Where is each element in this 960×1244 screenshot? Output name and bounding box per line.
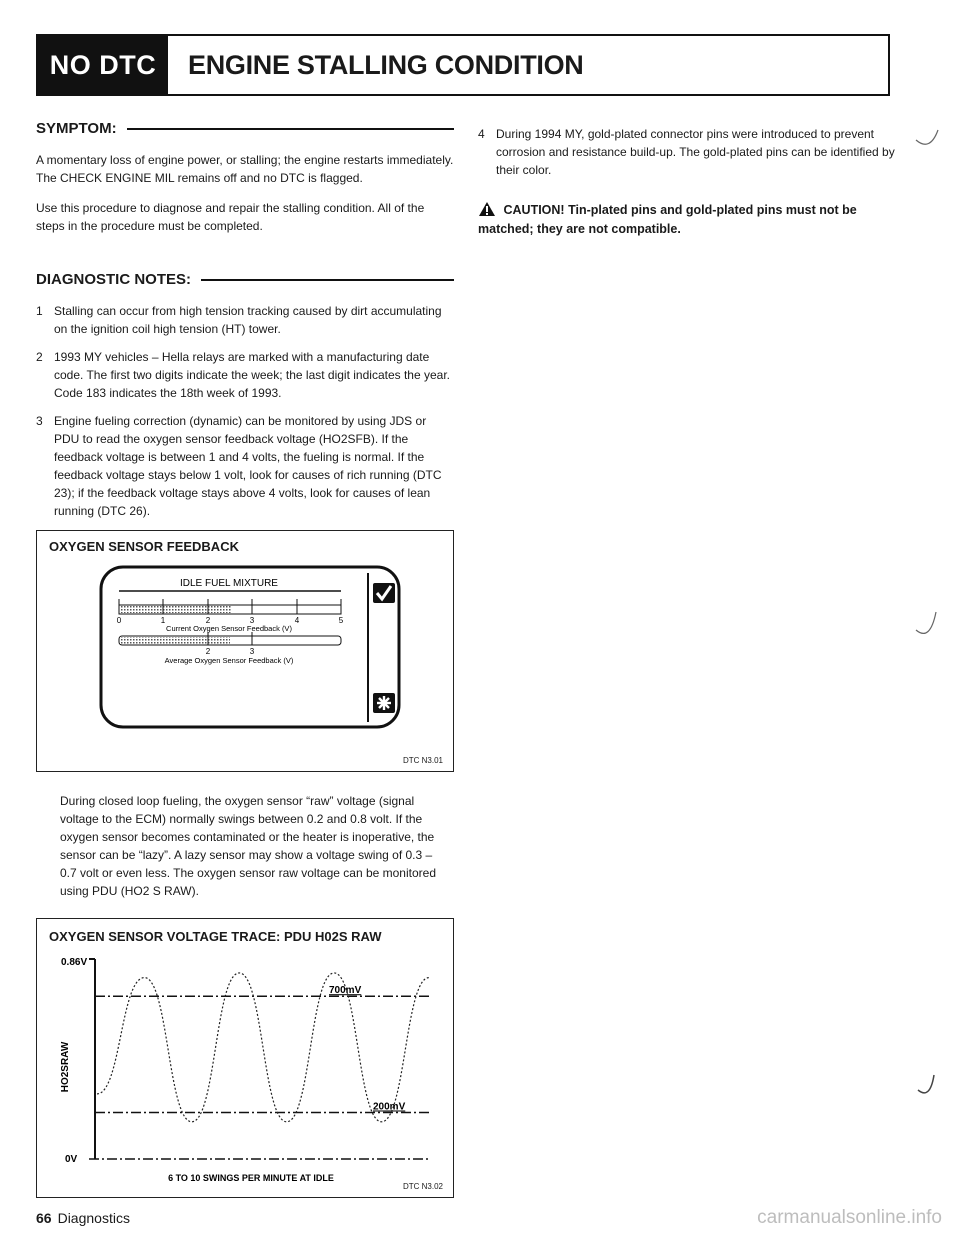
caution-label: CAUTION! (503, 203, 565, 217)
watermark: carmanualsonline.info (757, 1207, 942, 1228)
average-feedback-label: Average Oxygen Sensor Feedback (V) (164, 656, 294, 665)
binding-mark (918, 1075, 934, 1093)
voltage-trace-chart (37, 919, 452, 1195)
symptom-paragraph-1: A momentary loss of engine power, or stalling; the engine restarts immediately. The CHECK ENGINE MIL remains off and no DTC is flagged. (36, 153, 454, 185)
y-axis-bottom-label: 0V (65, 1154, 78, 1165)
binding-marks (912, 100, 942, 1120)
page-title: ENGINE STALLING CONDITION (188, 49, 584, 80)
tick-label: 3 (249, 616, 255, 625)
binding-mark (916, 130, 938, 144)
no-dtc-tag: NO DTC (38, 36, 168, 94)
list-number: 3 (36, 414, 43, 428)
binding-mark (916, 612, 936, 633)
current-feedback-fill (120, 606, 232, 613)
figure-title: OXYGEN SENSOR VOLTAGE TRACE: PDU H02S RAW (49, 929, 382, 944)
symptom-heading-text: SYMPTOM: (36, 120, 117, 137)
tick-label: 5 (338, 616, 344, 625)
list-text: During 1994 MY, gold-plated connector pins were introduced to prevent corrosion and resistance build-up. The gold-plated pins can be identified by their color. (496, 127, 895, 177)
check-icon (373, 583, 395, 603)
symptom-heading (36, 120, 454, 137)
tick-label: 4 (294, 616, 300, 625)
list-number: 1 (36, 304, 43, 318)
list-text: 1993 MY vehicles – Hella relays are marked with a manufacturing date code. The first two digits indicate the week; the last digit indicates the year. Code 183 indicates the 18th week of 1993. (54, 350, 450, 400)
tick-label: 1 (160, 616, 166, 625)
tick-label: 2 (205, 647, 211, 656)
middle-paragraph: During closed loop fueling, the oxygen sensor “raw” voltage (signal voltage to the ECM) normally swings between 0.2 and 0.8 volt. If the oxygen sensor becomes contaminated or the heater is inoperative, the sensor can be “lazy”. A lazy sensor may show a voltage swing of 0.3 – 0.7 volt or even less. The oxygen sensor raw voltage can be monitored using PDU (HO2 S RAW). (60, 794, 436, 898)
average-feedback-fill (120, 637, 230, 644)
reference-label-700mv: 700mV (329, 985, 362, 997)
heading-rule (201, 279, 454, 281)
left-column (36, 120, 454, 1198)
caution-note (478, 201, 898, 239)
diagnostic-notes-heading (36, 271, 454, 288)
feedback-screen-illustration (37, 531, 452, 769)
list-number: 4 (478, 127, 485, 141)
figure-title: OXYGEN SENSOR FEEDBACK (49, 539, 239, 554)
page-footer (36, 1210, 130, 1226)
page-number: 66 (36, 1210, 52, 1226)
chart-caption: 6 TO 10 SWINGS PER MINUTE AT IDLE (168, 1173, 334, 1183)
section-name: Diagnostics (57, 1210, 130, 1226)
warning-icon (478, 201, 496, 217)
list-item (478, 125, 898, 179)
caution-text: Tin-plated pins and gold-plated pins must not be matched; they are not compatible. (478, 203, 857, 236)
list-number: 2 (36, 350, 43, 364)
list-text: Stalling can occur from high tension tracking caused by dirt accumulating on the ignition coil high tension (HT) tower. (54, 304, 442, 336)
figure-id: DTC N3.02 (402, 1182, 443, 1191)
list-item (36, 348, 454, 402)
diagnostic-notes-list (36, 302, 454, 520)
asterisk-icon (373, 693, 395, 713)
heading-rule (127, 128, 454, 130)
right-column (478, 125, 898, 239)
tick-label: 2 (205, 616, 211, 625)
y-axis-top-label: 0.86V (61, 957, 88, 968)
list-item (36, 302, 454, 338)
current-feedback-label: Current Oxygen Sensor Feedback (V) (166, 624, 292, 633)
voltage-trace-line (97, 973, 429, 1122)
oxygen-sensor-feedback-figure (36, 530, 454, 772)
list-text: Engine fueling correction (dynamic) can be monitored by using JDS or PDU to read the oxygen sensor feedback voltage (HO2SFB). If the feedback voltage is between 1 and 4 volts, the fueling is normal. If the feedback voltage stays below 1 volt, look for causes of rich running (DTC 23); if the feedback voltage stays above 4 volts, look for causes of lean running (DTC 26). (54, 414, 442, 518)
page-header (36, 34, 890, 96)
figure-id: DTC N3.01 (402, 756, 443, 765)
screen-title: IDLE FUEL MIXTURE (180, 578, 278, 589)
tick-label: 3 (249, 647, 255, 656)
y-axis-label: HO2SRAW (60, 1041, 71, 1093)
reference-label-200mv: 200mV (373, 1101, 406, 1113)
symptom-paragraph-2: Use this procedure to diagnose and repair the stalling condition. All of the steps in the procedure must be completed. (36, 201, 425, 233)
voltage-trace-figure (36, 918, 454, 1198)
list-item (36, 412, 454, 520)
diagnostic-notes-heading-text: DIAGNOSTIC NOTES: (36, 271, 192, 288)
tick-label: 0 (116, 616, 122, 625)
diagnostic-notes-list-continued (478, 125, 898, 179)
